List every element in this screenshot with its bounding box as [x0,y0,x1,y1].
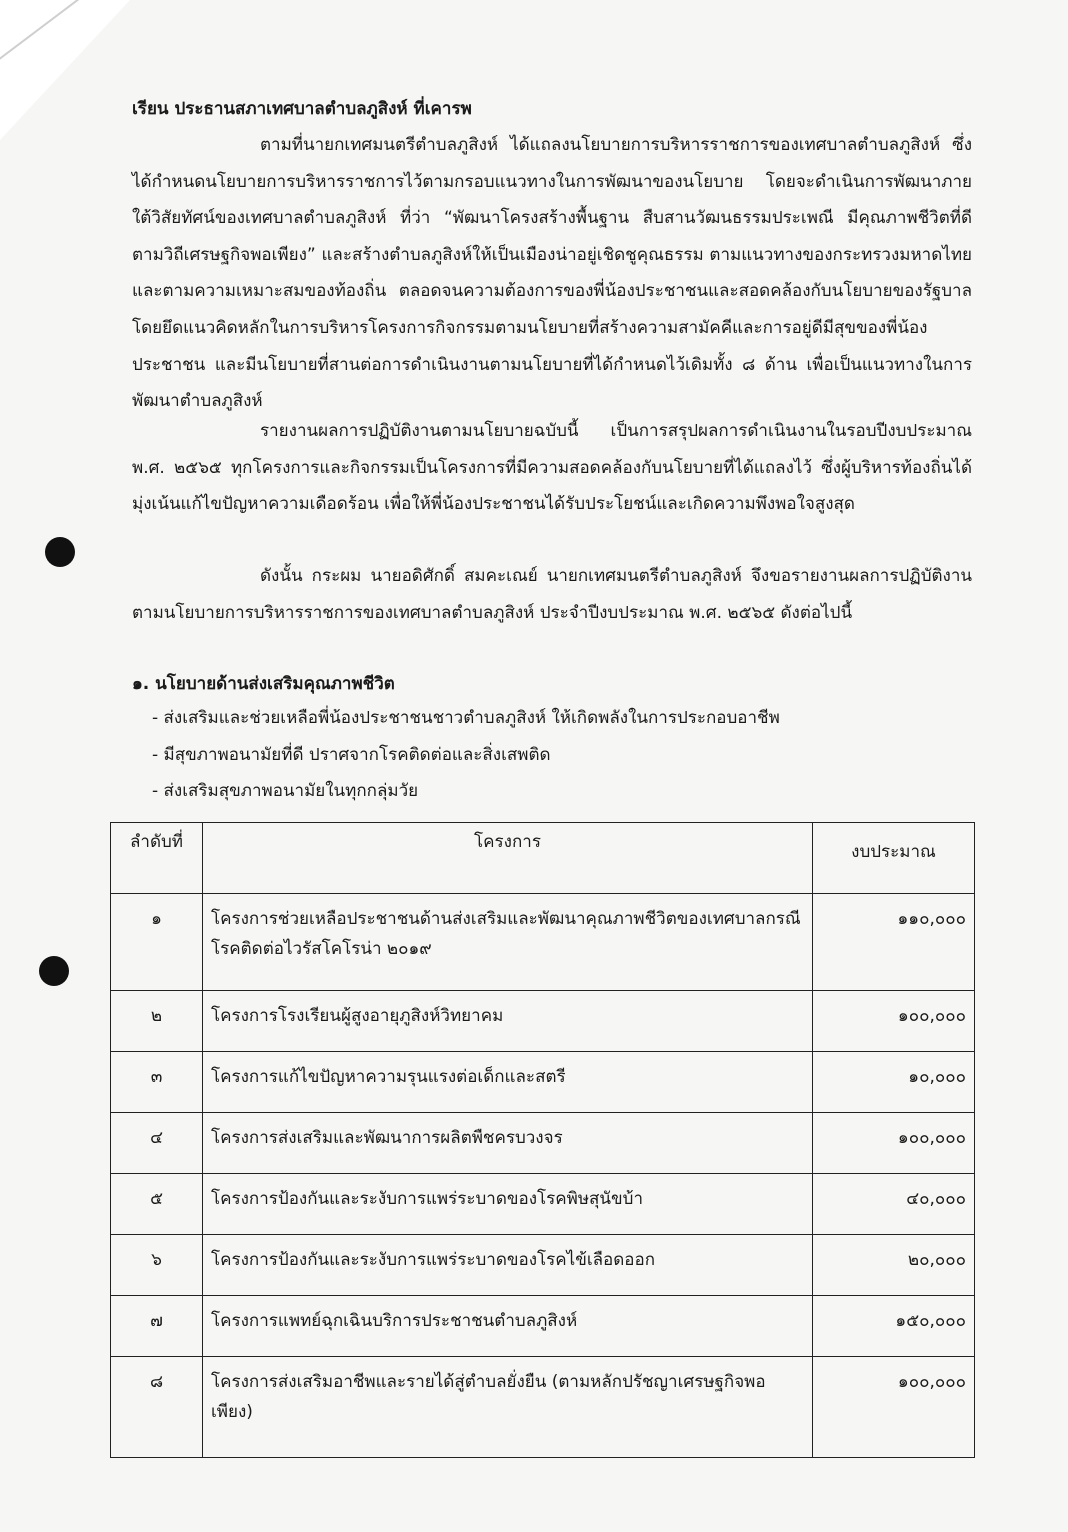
project-budget-table [110,822,975,1458]
row-number: ๗ [111,1296,203,1357]
table-row [111,1357,975,1458]
table-row [111,1296,975,1357]
salutation: เรียน ประธานสภาเทศบาลตำบลภูสิงห์ ที่เคารพ [132,99,472,119]
paragraph-closing-text: ดังนั้น กระผม นายอดิศักดิ์ สมคะเณย์ นายกเทศมนตรีตำบลภูสิงห์ จึงขอรายงานผลการปฏิบัติงานตามนโยบายการบริหารราชการของเทศบาลตำบลภูสิงห์ ประจำปีงบประมาณ พ.ศ. ๒๕๖๕ ดังต่อไปนี้ [132,566,972,623]
section-heading: ๑. นโยบายด้านส่งเสริมคุณภาพชีวิต [132,674,395,694]
row-number: ๑ [111,894,203,991]
row-project: โครงการแก้ไขปัญหาความรุนแรงต่อเด็กและสตรี [203,1052,813,1113]
row-project: โครงการป้องกันและระงับการแพร่ระบาดของโรคไข้เลือดออก [203,1235,813,1296]
table-row [111,1174,975,1235]
row-project: โครงการโรงเรียนผู้สูงอายุภูสิงห์วิทยาคม [203,991,813,1052]
header-project: โครงการ [203,823,813,894]
paragraph-report-summary-text: รายงานผลการปฏิบัติงานตามนโยบายฉบับนี้ เป็นการสรุปผลการดำเนินงานในรอบปีงบประมาณ พ.ศ. ๒๕๖๕ ทุกโครงการและกิจกรรมเป็นโครงการที่มีความสอดคล้องกับนโยบายที่ได้แถลงไว้ ซึ่งผู้บริหารท้องถิ่นได้มุ่งเน้นแก้ไขปัญหาความเดือดร้อน เพื่อให้พี่น้องประชาชนได้รับประโยชน์และเกิดความพึงพอใจสูงสุด [132,421,972,515]
row-budget: ๑๐,๐๐๐ [813,1052,975,1113]
row-number: ๕ [111,1174,203,1235]
folded-corner [0,0,130,140]
table-row [111,991,975,1052]
paragraph-report-summary [132,413,972,523]
row-budget: ๑๐๐,๐๐๐ [813,1113,975,1174]
row-budget: ๑๕๐,๐๐๐ [813,1296,975,1357]
table-header-row [111,823,975,894]
paragraph-closing [132,558,972,631]
row-number: ๓ [111,1052,203,1113]
table-row [111,1113,975,1174]
table-row [111,1052,975,1113]
row-project: โครงการป้องกันและระงับการแพร่ระบาดของโรคพิษสุนัขบ้า [203,1174,813,1235]
header-budget: งบประมาณ [813,823,975,894]
punch-hole [45,537,75,567]
policy-bullet: - ส่งเสริมและช่วยเหลือพี่น้องประชาชนชาวตำบลภูสิงห์ ให้เกิดพลังในการประกอบอาชีพ [152,700,780,737]
row-budget: ๑๑๐,๐๐๐ [813,894,975,991]
row-number: ๒ [111,991,203,1052]
header-order: ลำดับที่ [111,823,203,894]
row-number: ๘ [111,1357,203,1458]
row-project: โครงการส่งเสริมอาชีพและรายได้สู่ตำบลยั่งยืน (ตามหลักปรัชญาเศรษฐกิจพอเพียง) [203,1357,813,1458]
policy-bullet: - มีสุขภาพอนามัยที่ดี ปราศจากโรคติดต่อและสิ่งเสพติด [152,737,780,774]
row-project: โครงการช่วยเหลือประชาชนด้านส่งเสริมและพัฒนาคุณภาพชีวิตของเทศบาลกรณีโรคติดต่อไวรัสโคโรน่า ๒๐๑๙ [203,894,813,991]
row-budget: ๒๐,๐๐๐ [813,1235,975,1296]
row-project: โครงการส่งเสริมและพัฒนาการผลิตพืชครบวงจร [203,1113,813,1174]
paragraph-intro-text: ตามที่นายกเทศมนตรีตำบลภูสิงห์ ได้แถลงนโยบายการบริหารราชการของเทศบาลตำบลภูสิงห์ ซึ่งได้กำหนดนโยบายการบริหารราชการไว้ตามกรอบแนวทางในการพัฒนาของนโยบาย โดยจะดำเนินการพัฒนาภายใต้วิสัยทัศน์ของเทศบาลตำบลภูสิงห์ ที่ว่า “พัฒนาโครงสร้างพื้นฐาน สืบสานวัฒนธรรมประเพณี มีคุณภาพชีวิตที่ดี ตามวิถีเศรษฐกิจพอเพียง” และสร้างตำบลภูสิงห์ให้เป็นเมืองน่าอยู่เชิดชูคุณธรรม ตามแนวทางของกระทรวงมหาดไทย และตามความเหมาะสมของท้องถิ่น ตลอดจนความต้องการของพี่น้องประชาชนและสอดคล้องกับนโยบายของรัฐบาล โดยยึดแนวคิดหลักในการบริหารโครงการกิจกรรมตามนโยบายที่สร้างความสามัคคีและการอยู่ดีมีสุขของพี่น้องประชาชน และมีนโยบายที่สานต่อการดำเนินงานตามนโยบายที่ได้กำหนดไว้เดิมทั้ง ๘ ด้าน เพื่อเป็นแนวทางในการพัฒนาตำบลภูสิงห์ [132,135,972,412]
row-number: ๖ [111,1235,203,1296]
row-project: โครงการแพทย์ฉุกเฉินบริการประชาชนตำบลภูสิงห์ [203,1296,813,1357]
policy-bullet-list [152,700,780,810]
row-budget: ๔๐,๐๐๐ [813,1174,975,1235]
table-row [111,894,975,991]
paragraph-intro [132,127,972,420]
table-row [111,1235,975,1296]
punch-hole [39,956,69,986]
row-budget: ๑๐๐,๐๐๐ [813,991,975,1052]
policy-bullet: - ส่งเสริมสุขภาพอนามัยในทุกกลุ่มวัย [152,773,780,810]
row-number: ๔ [111,1113,203,1174]
row-budget: ๑๐๐,๐๐๐ [813,1357,975,1458]
